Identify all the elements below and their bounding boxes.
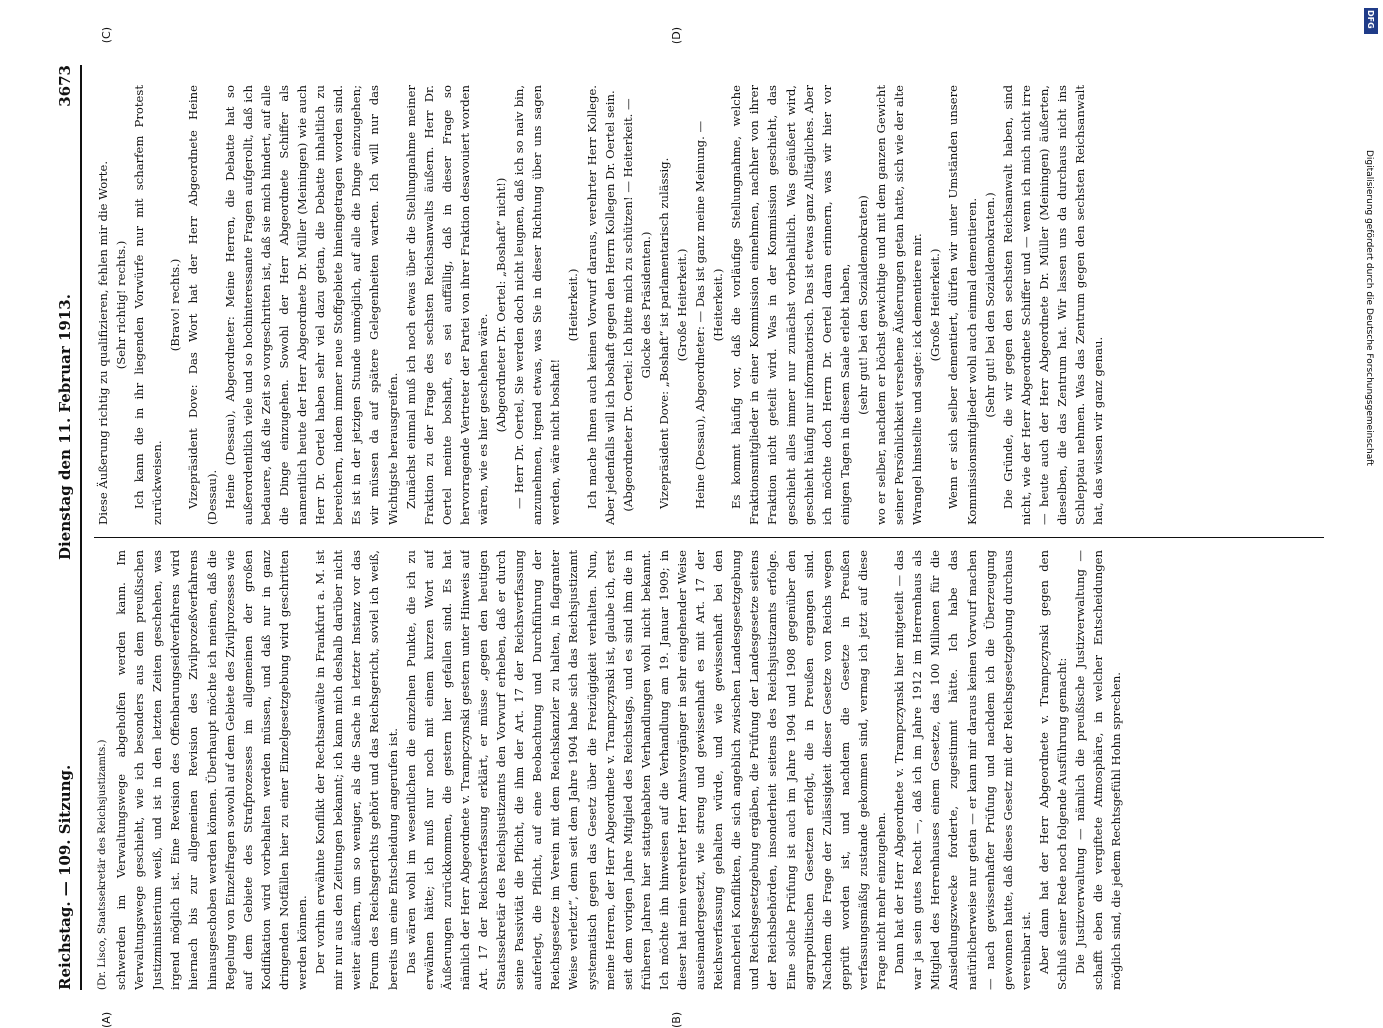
paragraph: Aber dann hat der Herr Abgeordnete v. Trampczynski gegen den Schluß seiner Rede noch folgende Ausführung gemacht: bbox=[1036, 550, 1069, 990]
dfg-logo-text: DFG bbox=[1366, 10, 1375, 29]
interjection: (Heiterkeit.) bbox=[566, 268, 581, 342]
interjection: (Sehr richtig! rechts.) bbox=[114, 240, 129, 370]
paragraph: — Herr Dr. Oertel, Sie werden doch nicht leugnen, daß ich so naiv bin, anzunehmen, irgend etwas, was Sie in dieser Richtung über uns sagen werden, wäre nicht boshaft! bbox=[512, 85, 563, 525]
paragraph: Vizepräsident Dove: Das Wort hat der Herr Abgeordnete Heine (Dessau). bbox=[186, 85, 219, 525]
paragraph: Das wären wohl im wesentlichen die einzelnen Punkte, die ich zu erwähnen hätte; ich muß nur noch mit einem kurzen Wort auf Äußerungen zurückkommen, die gestern hier gefallen sind. Es hat nämlich der Herr Abgeordnete v. Trampczynski gestern unter Hinweis auf Art. 17 der Reichsverfassung erklärt, er müsse „gegen den heutigen Staatssekretär des Reichsjustizamts den Vorwurf erheben, daß er durch seine Passivität die Pflicht, die ihm der Art. 17 der Reichsverfassung auferlegt, die Pflicht, auf eine Beobachtung und Durchführung der Reichsgesetze im Verein mit dem Reichskanzler zu halten, in flagranter Weise verletzt“, denn seit dem Jahre 1904 habe sich das Reichsjustizamt systematisch gegen das Gesetz über die Freizügigkeit verhalten. Nun, meine Herren, der Herr Abgeordnete v. Trampczynski ist, glaube ich, erst seit dem vorigen Jahre Mitglied des Reichstags, und es sind ihm die in früheren Jahren hier stattgehabten Verhandlungen wohl nicht bekannt. Ich möchte ihn hinweisen auf die Verhandlung am 19. Januar 1909; in dieser hat mein verehrter Herr Amtsvorgänger in sehr eingehender Weise auseinandergesetzt, wie streng und gewissenhaft es mit Art. 17 der Reichsverfassung gehalten würde, und wie gewissenhaft bei den mancherlei Konflikten, die sich angeblich zwischen Landesgesetzgebung und Reichsgesetzgebung ergäben, die Prüfung der Landesgesetze seitens der Reichsbehörden, insonderheit seitens des Reichsjustizamts erfolge. Eine solche Prüfung ist auch im Jahre 1904 und 1908 gegenüber den agrarpolitischen Gesetzen erfolgt, die in Preußen ergangen sind. Nachdem die Frage der Zulässigkeit dieser Gesetze von Reichs wegen geprüft worden ist, und nachdem die Gesetze in Preußen verfassungsmäßig zustande gekommen sind, vermag ich jetzt auf diese Frage nicht mehr einzugehen. bbox=[403, 550, 889, 990]
right-column bbox=[94, 85, 1324, 525]
paragraph: Die Justizverwaltung — nämlich die preußische Justizverwaltung — schafft eben die vergiftete Atmosphäre, in welcher Entscheidungen möglich sind, die jedem Rechtsgefühl Hohn sprechen. bbox=[1073, 550, 1124, 990]
paragraph: Heine (Dessau), Abgeordneter: — Das ist ganz meine Meinung. — bbox=[693, 120, 708, 509]
interjection: (Bravo! rechts.) bbox=[168, 258, 183, 352]
paragraph: wo er selber, nachdem er höchst gewichtige und mit dem ganzen Gewicht seiner Persönlichkeit versehene Äußerungen getan hatte, sich wie der alte Wrangel hinstellte und sagte: ick dementiere mir. bbox=[874, 85, 925, 525]
interjection: (Abgeordneter Dr. Oertel: Ich bitte mich zu schützen! — Heiterkeit. — Glocke des Präsidenten.) bbox=[620, 98, 653, 512]
dfg-logo bbox=[1364, 8, 1378, 34]
rotated-page-content bbox=[50, 27, 1340, 1028]
interjection: (Abgeordneter Dr. Oertel: „Boshaft“ nicht!) bbox=[494, 177, 509, 433]
running-header bbox=[50, 65, 80, 990]
paragraph: Es kommt häufig vor, daß die vorläufige Stellungnahme, welche Fraktionsmitglieder in einer Kommission einnehmen, nachher von ihrer Fraktion nicht geteilt wird. Was in der Kommission geschieht, das geschieht alles immer nur zunächst vorbehaltlich. Was geäußert wird, geschieht häufig nur informatorisch. Das ist etwas ganz Alltägliches. Aber ich möchte doch Herrn Dr. Oertel daran erinnern, was wir hier vor einigen Tagen in diesem Saale erlebt haben, bbox=[729, 85, 852, 525]
page-number: 3673 bbox=[56, 65, 74, 107]
interjection: (Sehr gut! bei den Sozialdemokraten.) bbox=[982, 192, 997, 418]
interjection: (Große Heiterkeit.) bbox=[928, 248, 943, 362]
paragraph: Der vorhin erwähnte Konflikt der Rechtsanwälte in Frankfurt a. M. ist mir nur aus den Zeitungen bekannt; ich kann mich deshalb darüber nicht weiter äußern, um so weniger, als die Sache in letzter Instanz vor das Forum des Reichsgerichts gehört und das Reichsgericht, soviel ich weiß, bereits um eine Entscheidung angerufen ist. bbox=[313, 550, 400, 990]
paragraph: Wenn er sich selber dementiert, dürfen wir unter Umständen unsere Kommissionsmitglieder wohl auch einmal dementieren. bbox=[946, 85, 979, 525]
paragraph: Dann hat der Herr Abgeordnete v. Trampczynski hier mitgeteilt — das war ja sein gutes Recht —, daß ich im Jahre 1912 im Herrenhaus als Mitglied des Herrenhauses einem Gesetze, das 100 Millionen für die Ansiedlungszwecke forderte, zugestimmt hätte. Ich habe das natürlicherweise nur getan — er kann mir daraus keinen Vorwurf machen — nach gewissenhafter Prüfung und nachdem ich die Überzeugung gewonnen hatte, daß dieses Gesetz mit der Reichsgesetzgebung durchaus vereinbar ist. bbox=[892, 550, 1033, 990]
margin-marker-b: (B) bbox=[670, 1011, 683, 1028]
interjection: (Heiterkeit.) bbox=[711, 268, 726, 342]
interjection: (Große Heiterkeit.) bbox=[675, 248, 689, 362]
paragraph: Die Gründe, die wir gegen den sechsten Reichsanwalt haben, sind nicht, wie der Herr Abgeordnete Schiffer und — wenn ich mich nicht irre — heute auch der Herr Abgeordnete Dr. Müller (Meiningen) äußerten, dieselben, die das Zentrum hat. Wir lassen uns da durchaus nicht ins Schlepptau nehmen. Was das Zentrum gegen den sechsten Reichsanwalt hat, das wissen wir ganz genau. bbox=[1000, 85, 1106, 525]
digitization-credit-text: Digitalisierung gefördert durch die Deutsche Forschungsgemeinschaft bbox=[1364, 150, 1374, 466]
header-date: Dienstag den 11. Februar 1913. bbox=[56, 294, 74, 560]
paragraph: Ich kann die in ihr liegenden Vorwürfe nur mit scharfem Protest zurückweisen. bbox=[132, 85, 165, 525]
column-divider bbox=[94, 537, 1324, 538]
left-column bbox=[94, 550, 1324, 990]
header-left: Reichstag. — 109. Sitzung. bbox=[56, 764, 74, 990]
header-rule bbox=[80, 65, 82, 990]
margin-marker-a: (A) bbox=[100, 1011, 113, 1028]
margin-marker-d: (D) bbox=[670, 27, 683, 45]
paragraph: Zunächst einmal muß ich noch etwas über die Stellungnahme meiner Fraktion zu der Frage des sechsten Reichsanwalts äußern. Herr Dr. Oertel meinte boshaft, es sei auffällig, daß in dieser Frage so hervorragende Vertreter der Partei von ihrer Fraktion desavouiert worden wären, wie es hier geschehen wäre. bbox=[403, 85, 490, 525]
paragraph: Diese Äußerung richtig zu qualifizieren, fehlen mir die Worte. bbox=[96, 160, 110, 525]
paragraph: Heine (Dessau), Abgeordneter: Meine Herren, die Debatte hat so außerordentlich viele und so hochinteressante Fragen aufgerollt, daß ich bedauere, daß die Zeit so vorgeschritten ist, daß sie mich hindert, auf alle die Dinge einzugehen. Sowohl der Herr Abgeordnete Schiffer als namentlich heute der Herr Abgeordnete Dr. Müller (Meiningen) wie auch Herr Dr. Oertel haben sehr viel dazu getan, die Debatte inhaltlich zu bereichern, indem immer neue Stoffgebiete hineingetragen worden sind. Es ist in der jetzigen Stunde unmöglich, auf alle die Dinge einzugehen; wir müssen da auf spätere Gelegenheiten warten. Ich will nur das Wichtigste herausgreifen. bbox=[222, 85, 400, 525]
paragraph: Ich mache Ihnen auch keinen Vorwurf daraus, verehrter Herr Kollege. Aber jedenfalls will ich boshaft gegen den Herrn Kollegen Dr. Oertel sein. bbox=[584, 85, 617, 525]
interjection: (sehr gut! bei den Sozialdemokraten) bbox=[855, 195, 870, 415]
digitization-credit bbox=[1362, 150, 1376, 850]
paragraph: schwerden im Verwaltungswege abgeholfen werden kann. Im Verwaltungswege geschieht, wie ich besonders aus dem preußischen Justizministerium weiß, und ist in den letzten Zeiten geschehen, was irgend möglich ist. Eine Revision des Offenbarungseidverfahrens wird hiernach bis zur allgemeinen Revision des Zivilprozeßverfahrens hinausgeschoben werden können. Überhaupt möchte ich meinen, daß die Regelung von Einzelfragen sowohl auf dem Gebiete des Zivilprozesses wie auf dem Gebiete des Strafprozesses im allgemeinen der großen Kodifikation wird vorbehalten werden müssen, und daß nur in ganz dringenden Notfällen hier zu einer Einzelgesetzgebung wird geschritten werden können. bbox=[114, 550, 310, 990]
margin-marker-c: (C) bbox=[100, 27, 113, 44]
paragraph: Vizepräsident Dove: „Boshaft“ ist parlamentarisch zulässig. bbox=[656, 157, 671, 509]
speaker-note: (Dr. Lisco, Staatssekretär des Reichsjustizamts.) bbox=[97, 739, 108, 990]
